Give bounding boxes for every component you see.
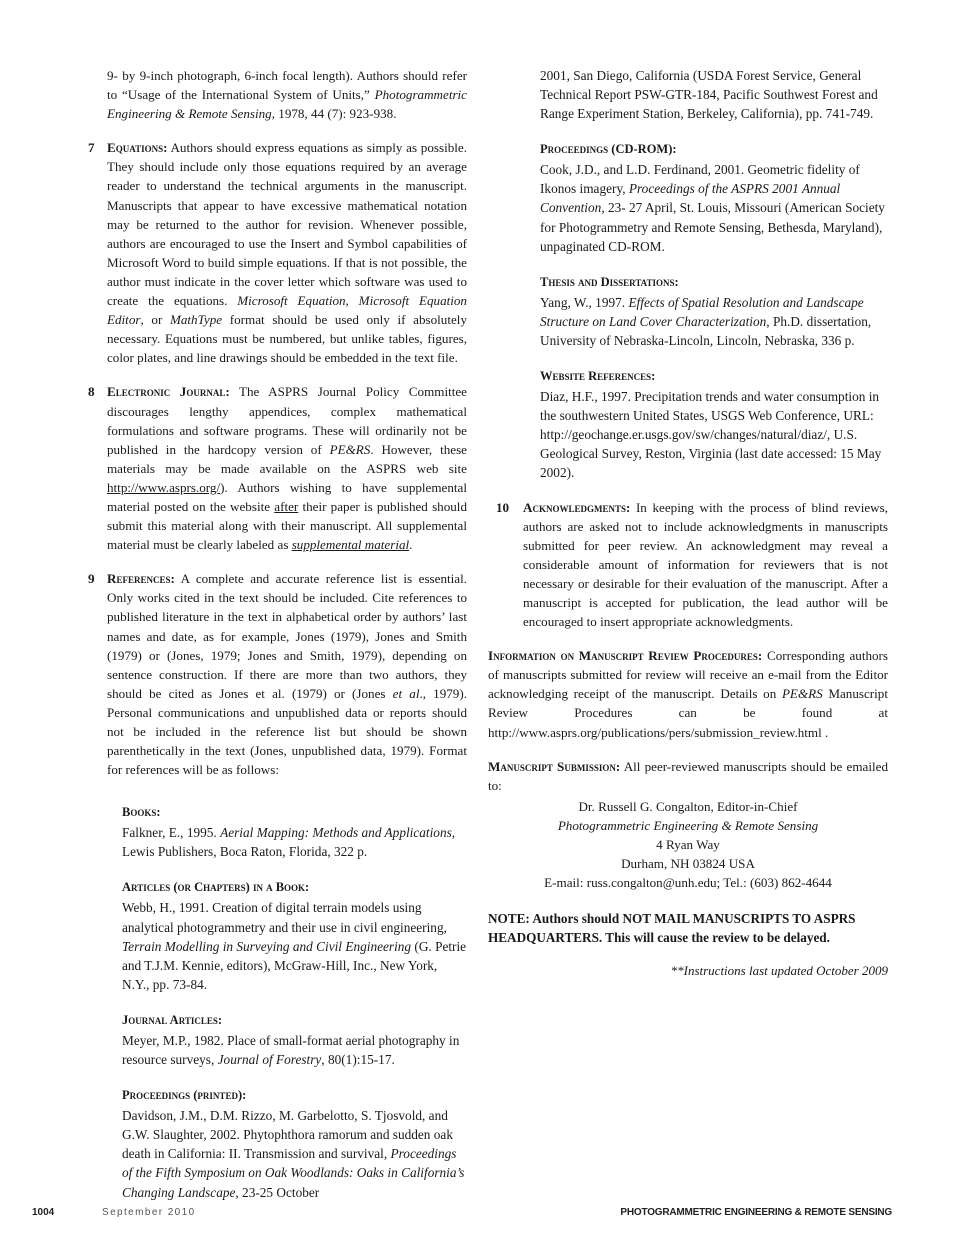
ref-journal-articles bbox=[122, 1011, 467, 1069]
references-text: A complete and accurate reference list is essential. Only works cited in the text should be included. Cite references to published literature in the text in alphabetical order by authors’ last names and date, as for example, Jones (1979), Jones and Smith (1979) or (Jones, 1979; Jones and Smith, 1979), depending on sentence construction. If there are more than two authors, they should be cited as Jones et al. (1979) or (Jones bbox=[107, 571, 467, 701]
ref-heading: Proceedings bbox=[540, 142, 609, 157]
ref-details: Diaz, H.F., 1997. Precipitation trends and water consumption in the southwestern United States, USGS Web Conference, URL: http://geochange.er.usgs.gov/sw/changes/natural/diaz/, U.S. Geological Survey, Reston, Virginia (last date accessed: 15 May 2002). bbox=[540, 389, 882, 481]
equations-text: Authors should express equations as simply as possible. They should include only those equations required by an average reader to understand the technical arguments in the manuscript. Manuscripts that appear to have excessive mathematical notation may be returned to the author for revision. Whenever possible, authors are encouraged to use the Insert and Symbol capabilities of Microsoft Word to build simple equations. If that is not possible, the author must indicate in the cover letter which software was used to create the equations. bbox=[107, 140, 467, 309]
ej-after: after bbox=[274, 498, 299, 514]
ref-heading: Journal Articles: bbox=[122, 1012, 223, 1027]
ref-details: , Lewis Publishers, Boca Raton, Florida, 322 p. bbox=[122, 825, 456, 860]
manuscript-submission bbox=[488, 757, 888, 795]
section-equations bbox=[82, 138, 467, 367]
section-heading: Electronic Journal: bbox=[107, 384, 230, 400]
section-number: 8 bbox=[88, 384, 95, 400]
ref-proceedings-printed bbox=[122, 1086, 467, 1201]
review-text: Corresponding authors of manuscripts submitted for review will receive an e-mail from the Editor acknowledging receipt of the manuscript. Details on bbox=[488, 648, 889, 702]
asprs-web-link[interactable]: http://www.asprs.org/ bbox=[107, 479, 221, 495]
ref-heading-suffix: (CD-ROM): bbox=[608, 142, 677, 157]
editor-city: Durham, NH 03824 USA bbox=[621, 856, 755, 872]
section-acknowledgments bbox=[498, 498, 888, 632]
ref-title: Proceedings of the ASPRS 2001 Annual Convention bbox=[540, 181, 841, 216]
acknowledgments-text: In keeping with the process of blind reviews, authors are asked not to include acknowledgments in manuscripts submitted for peer review. An acknowledgment may reveal a considerable amount of information for reviewers that is not necessary or desirable for their evaluation of the manuscript. After a manuscript is accepted for publication, the lead author will be encouraged to insert appropriate acknowledgments. bbox=[523, 499, 888, 630]
section-number: 9 bbox=[88, 571, 95, 587]
review-perss: PE&RS bbox=[781, 686, 823, 702]
ej-perss: PE&RS bbox=[329, 441, 371, 457]
section-references bbox=[82, 569, 467, 779]
editor-address bbox=[488, 797, 888, 892]
last-updated: **Instructions last updated October 2009 bbox=[670, 963, 888, 979]
intro-text: 9- by 9-inch photograph, 6-inch focal length). Authors should refer to “Usage of the International System of Units,” bbox=[107, 68, 467, 103]
ej-supplemental: supplemental material bbox=[291, 537, 410, 553]
ej-text-2: . However, these materials may be made available on the ASPRS web site bbox=[107, 441, 467, 476]
ref-articles bbox=[122, 878, 467, 993]
section-heading: Equations: bbox=[107, 140, 168, 156]
ref-website bbox=[540, 367, 888, 482]
ej-text: The ASPRS Journal Policy Committee discourages lengthy appendices, complex mathematical formulations and software programs. These will ordinarily not be published in the hardcopy version of bbox=[107, 384, 467, 457]
ref-books bbox=[122, 803, 467, 861]
left-column bbox=[82, 66, 467, 1219]
ref-details: (G. Petrie and T.J.M. Kennie, editors), McGraw-Hill, Inc., New York, N.Y., pp. 73-84. bbox=[122, 938, 467, 992]
ref-proceedings-cdrom bbox=[540, 140, 888, 255]
review-procedures bbox=[488, 646, 888, 741]
submission-heading: Manuscript Submission: bbox=[488, 758, 621, 774]
ref-heading: Books: bbox=[122, 805, 161, 820]
ref-title: Terrain Modelling in Surveying and Civil Engineering bbox=[122, 938, 412, 954]
section-number: 7 bbox=[88, 140, 95, 156]
editor-street: 4 Ryan Way bbox=[656, 837, 720, 852]
right-column bbox=[488, 66, 888, 980]
ref-continuation bbox=[540, 66, 888, 123]
ref-author: Webb, H., 1991. Creation of digital terrain models using analytical photogrammetry and their use in civil engineering, bbox=[122, 900, 447, 935]
ref-title: Journal of Forestry bbox=[217, 1052, 322, 1068]
ref-heading: Articles (or Chapters) in a Book: bbox=[122, 880, 310, 895]
ref-author: Yang, W., 1997. bbox=[540, 294, 629, 310]
ej-text-5: . bbox=[409, 537, 413, 553]
ref-details: , 23-25 October bbox=[235, 1184, 320, 1200]
page-footer bbox=[32, 1207, 892, 1223]
ej-text-3: ). Authors wishing to have supplemental material posted on the website bbox=[107, 479, 467, 514]
ref-author: Meyer, M.P., 1982. Place of small-format aerial photography in resource surveys, bbox=[122, 1032, 460, 1068]
page-number: 1004 bbox=[32, 1207, 55, 1218]
ref-heading: Proceedings (printed): bbox=[122, 1088, 247, 1103]
intro-paragraph bbox=[107, 66, 467, 123]
ref-heading: Website References: bbox=[540, 369, 656, 384]
ref-details: , 80(1):15-17. bbox=[321, 1052, 395, 1068]
editor-journal: Photogrammetric Engineering & Remote Sensing bbox=[557, 817, 819, 833]
issue-date: September 2010 bbox=[102, 1207, 196, 1218]
journal-name: PHOTOGRAMMETRIC ENGINEERING & REMOTE SENSING bbox=[620, 1207, 892, 1218]
continuation-text: 2001, San Diego, California (USDA Forest Service, General Technical Report PSW-GTR-184, Pacific Southwest Forest and Range Experiment Station, Berkeley, California), pp. 741-749. bbox=[540, 68, 878, 122]
section-heading: References: bbox=[107, 571, 175, 587]
ref-title: Aerial Mapping: Methods and Applications bbox=[220, 825, 452, 841]
equations-text-2: , or bbox=[140, 312, 170, 328]
ref-details: , 23- 27 April, St. Louis, Missouri (American Society for Photogrammetry and Remote Sensing, Bethesda, Maryland), unpaginated CD-ROM. bbox=[540, 200, 885, 254]
ej-text-4: their paper is published should submit this material along with their manuscript. All supplemental material must be clearly labeled as bbox=[107, 498, 467, 553]
references-text-2: ., 1979). Personal communications and unpublished data or reports should not be included in the reference list but should be shown parenthetically in the text (Jones, unpublished data, 1979). Format for references will be as follows: bbox=[107, 685, 467, 778]
equations-software: Microsoft Equation, Microsoft Equation Editor bbox=[107, 293, 467, 328]
section-heading: Acknowledgments: bbox=[523, 499, 631, 515]
mail-note: NOTE: Authors should NOT MAIL MANUSCRIPTS TO ASPRS HEADQUARTERS. This will cause the review to be delayed. bbox=[488, 911, 856, 946]
references-etal: et al bbox=[392, 685, 420, 701]
equations-text-3: format should be used only if absolutely necessary. Equations must be numbered, but unlike tables, figures, color plates, and line drawings should be embedded in the text file. bbox=[107, 312, 467, 366]
ref-details: , Ph.D. dissertation, University of Nebraska-Lincoln, Lincoln, Nebraska, 336 p. bbox=[540, 313, 872, 348]
review-text-2: Manuscript Review Procedures can be found at http://www.asprs.org/publications/pers/submission_review.html . bbox=[488, 686, 888, 740]
editor-contact: E-mail: russ.congalton@unh.edu; Tel.: (603) 862-4644 bbox=[544, 875, 832, 891]
editor-name: Dr. Russell G. Congalton, Editor-in-Chief bbox=[578, 798, 798, 814]
ref-author: Davidson, J.M., D.M. Rizzo, M. Garbelotto, S. Tjosvold, and G.W. Slaughter, 2002. Phytophthora ramorum and sudden oak death in California: II. Transmission and survival, bbox=[122, 1108, 453, 1162]
submission-text: All peer-reviewed manuscripts should be emailed to: bbox=[488, 758, 888, 793]
ref-author: Falkner, E., 1995. bbox=[122, 825, 221, 841]
ref-author: Cook, J.D., and L.D. Ferdinand, 2001. Geometric fidelity of Ikonos imagery, bbox=[540, 162, 860, 197]
ref-title: Effects of Spatial Resolution and Landscape Structure on Land Cover Characterization bbox=[540, 294, 864, 329]
intro-citation: , 1978, 44 (7): 923-938. bbox=[271, 106, 397, 122]
ref-heading: Thesis and Dissertations: bbox=[540, 274, 679, 289]
review-heading: Information on Manuscript Review Procedures: bbox=[488, 648, 763, 664]
section-electronic-journal bbox=[82, 382, 467, 554]
section-number: 10 bbox=[496, 499, 510, 515]
ref-thesis bbox=[540, 273, 888, 350]
intro-journal: Photogrammetric Engineering & Remote Sensing bbox=[107, 87, 467, 122]
mathtype-name: MathType bbox=[169, 312, 223, 328]
ref-title: Proceedings of the Fifth Symposium on Oak Woodlands: Oaks in California’s Changing Landscape bbox=[122, 1146, 465, 1200]
